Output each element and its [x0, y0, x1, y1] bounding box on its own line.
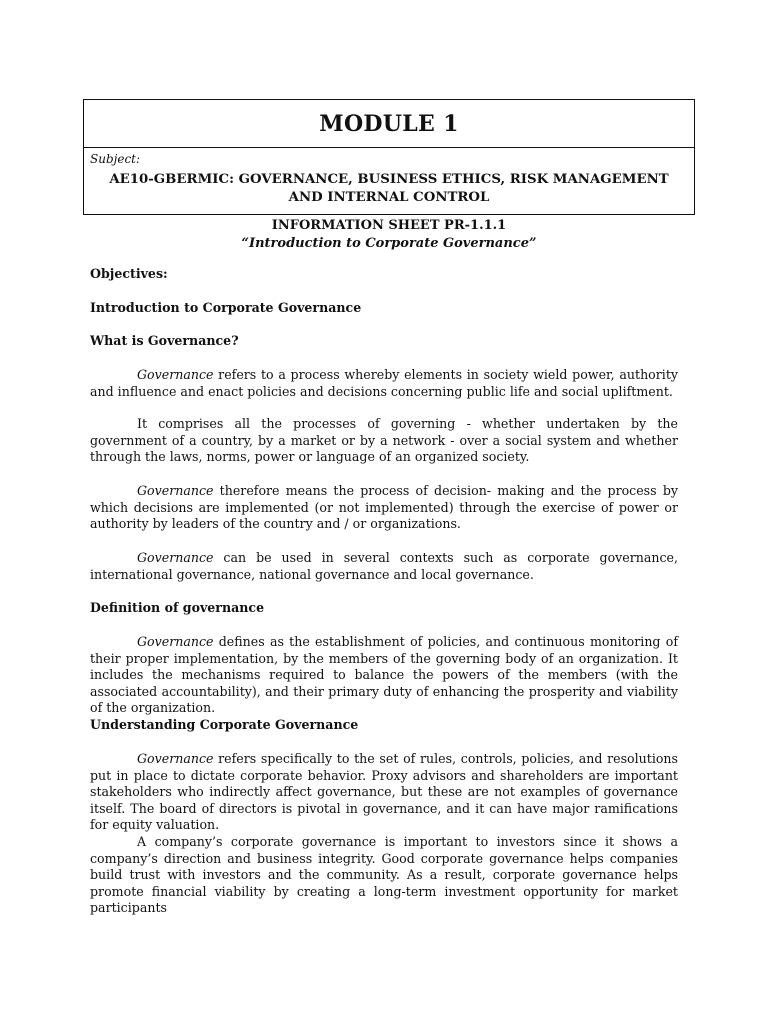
definition-heading: Definition of governance: [90, 600, 265, 615]
paragraph-7: A company’s corporate governance is important to investors since it shows a company’s direction and business integrity. Good corporate governance helps companies build trust with investors and the community. As a result, corporate governance helps promote financial viability by creating a long-term investment opportunity for market participants: [90, 834, 678, 916]
information-sheet-header: [83, 217, 695, 253]
paragraph-4: Governance can be used in several contexts such as corporate governance, international governance, national governance and local governance.: [90, 550, 678, 582]
paragraph-6: Governance refers specifically to the set of rules, controls, policies, and resolutions put in place to dictate corporate behavior. Proxy advisors and shareholders are important stakeholders who indirectly affect governance, but these are not examples of governance itself. The board of directors is pivotal in governance, and it can have major ramifications for equity valuation.: [90, 751, 678, 833]
paragraph-5: Governance defines as the establishment of policies, and continuous monitoring of their proper implementation, by the members of the governing body of an organization. It includes the mechanisms required to balance the powers of the members (with the associated accountability), and their primary duty of enhancing the prosperity and viability of the organization.: [90, 634, 678, 716]
module-title: MODULE 1: [319, 110, 459, 137]
subject-cell: [84, 148, 694, 207]
subject-text: AE10-GBERMIC: GOVERNANCE, BUSINESS ETHICS, RISK MANAGEMENT AND INTERNAL CONTROL: [109, 172, 669, 205]
paragraph-3: Governance therefore means the process of decision- making and the process by which decisions are implemented (or not implemented) through the exercise of power or authority by leaders of the country and / or organizations.: [90, 483, 678, 532]
what-is-governance-heading: What is Governance?: [90, 333, 239, 348]
information-sheet-title: “Introduction to Corporate Governance”: [241, 236, 537, 251]
module-title-cell: [84, 100, 694, 148]
objectives-heading: Objectives:: [90, 266, 168, 281]
paragraph-2: It comprises all the processes of governing - whether undertaken by the government of a country, by a market or by a network - over a social system and whether through the laws, norms, power or language of an organized society.: [90, 416, 678, 465]
intro-heading: Introduction to Corporate Governance: [90, 300, 362, 315]
understanding-heading: Understanding Corporate Governance: [90, 717, 359, 732]
subject-label: Subject:: [90, 152, 141, 166]
paragraph-1: Governance refers to a process whereby elements in society wield power, authority and influence and enact policies and decisions concerning public life and social upliftment.: [90, 367, 678, 399]
information-sheet-id: INFORMATION SHEET PR-1.1.1: [271, 218, 507, 233]
module-header-table: [83, 99, 695, 215]
